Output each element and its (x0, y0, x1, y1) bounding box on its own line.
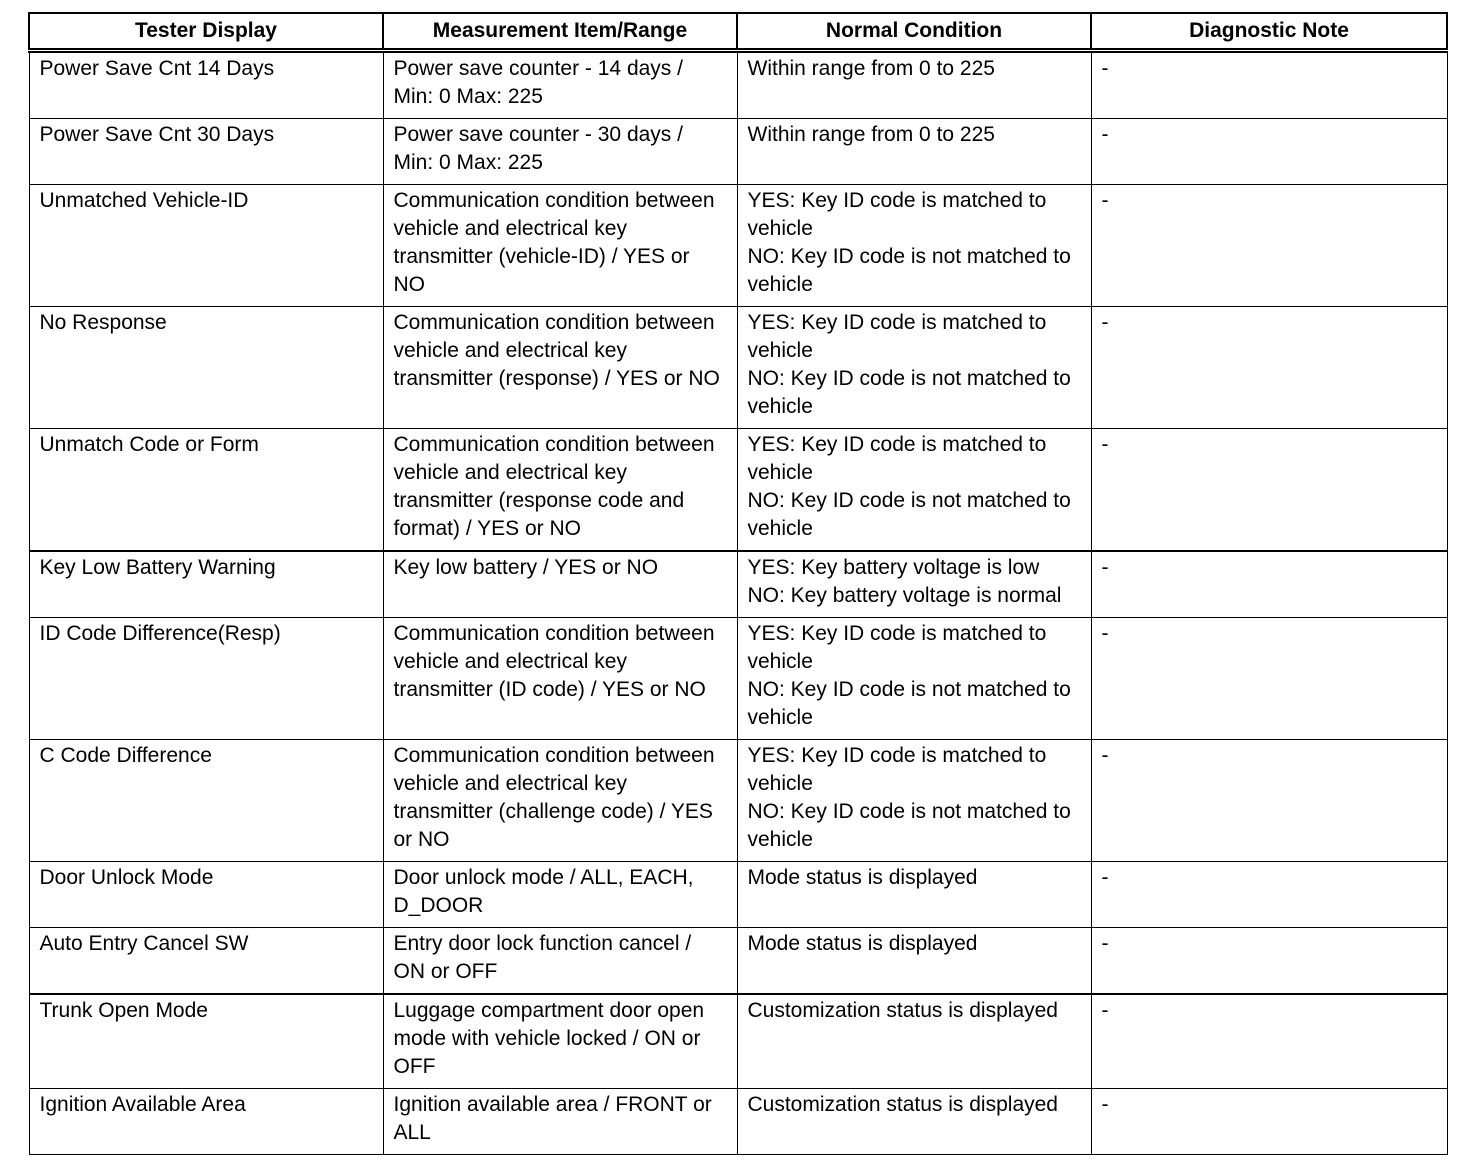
cell-normal-condition: Customization status is displayed (737, 994, 1091, 1089)
cell-tester-display: Unmatched Vehicle-ID (29, 185, 383, 307)
cell-tester-display: Auto Entry Cancel SW (29, 928, 383, 995)
cell-tester-display: Key Low Battery Warning (29, 551, 383, 618)
cell-normal-condition: YES: Key ID code is matched to vehicle NO: Key ID code is not matched to vehicle (737, 307, 1091, 429)
cell-measurement-item: Communication condition between vehicle and electrical key transmitter (response) / YES or NO (383, 307, 737, 429)
cell-measurement-item: Ignition available area / FRONT or ALL (383, 1089, 737, 1155)
cell-diagnostic-note: - (1091, 618, 1447, 740)
header-row (29, 13, 1447, 51)
table-row (29, 862, 1447, 928)
cell-tester-display: Power Save Cnt 30 Days (29, 119, 383, 185)
header-normal-condition: Normal Condition (737, 13, 1091, 51)
cell-normal-condition: Within range from 0 to 225 (737, 51, 1091, 119)
cell-normal-condition: Customization status is displayed (737, 1089, 1091, 1155)
diagnostic-data-table (28, 12, 1448, 1155)
table-row (29, 185, 1447, 307)
table-row (29, 928, 1447, 995)
table-row (29, 51, 1447, 119)
cell-normal-condition: YES: Key ID code is matched to vehicle NO: Key ID code is not matched to vehicle (737, 429, 1091, 552)
cell-diagnostic-note: - (1091, 740, 1447, 862)
table-row (29, 307, 1447, 429)
table-row (29, 740, 1447, 862)
cell-diagnostic-note: - (1091, 928, 1447, 995)
cell-measurement-item: Luggage compartment door open mode with vehicle locked / ON or OFF (383, 994, 737, 1089)
table-row (29, 429, 1447, 552)
cell-normal-condition: YES: Key ID code is matched to vehicle NO: Key ID code is not matched to vehicle (737, 618, 1091, 740)
cell-tester-display: C Code Difference (29, 740, 383, 862)
cell-measurement-item: Communication condition between vehicle and electrical key transmitter (challenge code) / YES or NO (383, 740, 737, 862)
table-row (29, 119, 1447, 185)
cell-tester-display: Ignition Available Area (29, 1089, 383, 1155)
cell-diagnostic-note: - (1091, 307, 1447, 429)
cell-diagnostic-note: - (1091, 551, 1447, 618)
cell-measurement-item: Power save counter - 30 days / Min: 0 Max: 225 (383, 119, 737, 185)
table-row (29, 1089, 1447, 1155)
header-measurement-item-range: Measurement Item/Range (383, 13, 737, 51)
cell-measurement-item: Door unlock mode / ALL, EACH, D_DOOR (383, 862, 737, 928)
cell-measurement-item: Entry door lock function cancel / ON or OFF (383, 928, 737, 995)
cell-normal-condition: Mode status is displayed (737, 862, 1091, 928)
cell-tester-display: Trunk Open Mode (29, 994, 383, 1089)
cell-measurement-item: Power save counter - 14 days / Min: 0 Max: 225 (383, 51, 737, 119)
header-tester-display: Tester Display (29, 13, 383, 51)
header-diagnostic-note: Diagnostic Note (1091, 13, 1447, 51)
cell-tester-display: Power Save Cnt 14 Days (29, 51, 383, 119)
cell-diagnostic-note: - (1091, 185, 1447, 307)
cell-diagnostic-note: - (1091, 119, 1447, 185)
cell-normal-condition: YES: Key battery voltage is low NO: Key battery voltage is normal (737, 551, 1091, 618)
cell-measurement-item: Communication condition between vehicle and electrical key transmitter (vehicle-ID) / YES or NO (383, 185, 737, 307)
table-row (29, 551, 1447, 618)
cell-diagnostic-note: - (1091, 51, 1447, 119)
cell-measurement-item: Key low battery / YES or NO (383, 551, 737, 618)
cell-diagnostic-note: - (1091, 862, 1447, 928)
cell-diagnostic-note: - (1091, 994, 1447, 1089)
table-body (29, 51, 1447, 1155)
table-header (29, 13, 1447, 51)
cell-diagnostic-note: - (1091, 1089, 1447, 1155)
cell-normal-condition: YES: Key ID code is matched to vehicle NO: Key ID code is not matched to vehicle (737, 740, 1091, 862)
table-row (29, 618, 1447, 740)
cell-tester-display: ID Code Difference(Resp) (29, 618, 383, 740)
cell-tester-display: Unmatch Code or Form (29, 429, 383, 552)
cell-normal-condition: Mode status is displayed (737, 928, 1091, 995)
table-row (29, 994, 1447, 1089)
cell-measurement-item: Communication condition between vehicle and electrical key transmitter (ID code) / YES or NO (383, 618, 737, 740)
cell-tester-display: Door Unlock Mode (29, 862, 383, 928)
cell-diagnostic-note: - (1091, 429, 1447, 552)
cell-normal-condition: Within range from 0 to 225 (737, 119, 1091, 185)
cell-measurement-item: Communication condition between vehicle and electrical key transmitter (response code and format) / YES or NO (383, 429, 737, 552)
cell-tester-display: No Response (29, 307, 383, 429)
cell-normal-condition: YES: Key ID code is matched to vehicle NO: Key ID code is not matched to vehicle (737, 185, 1091, 307)
